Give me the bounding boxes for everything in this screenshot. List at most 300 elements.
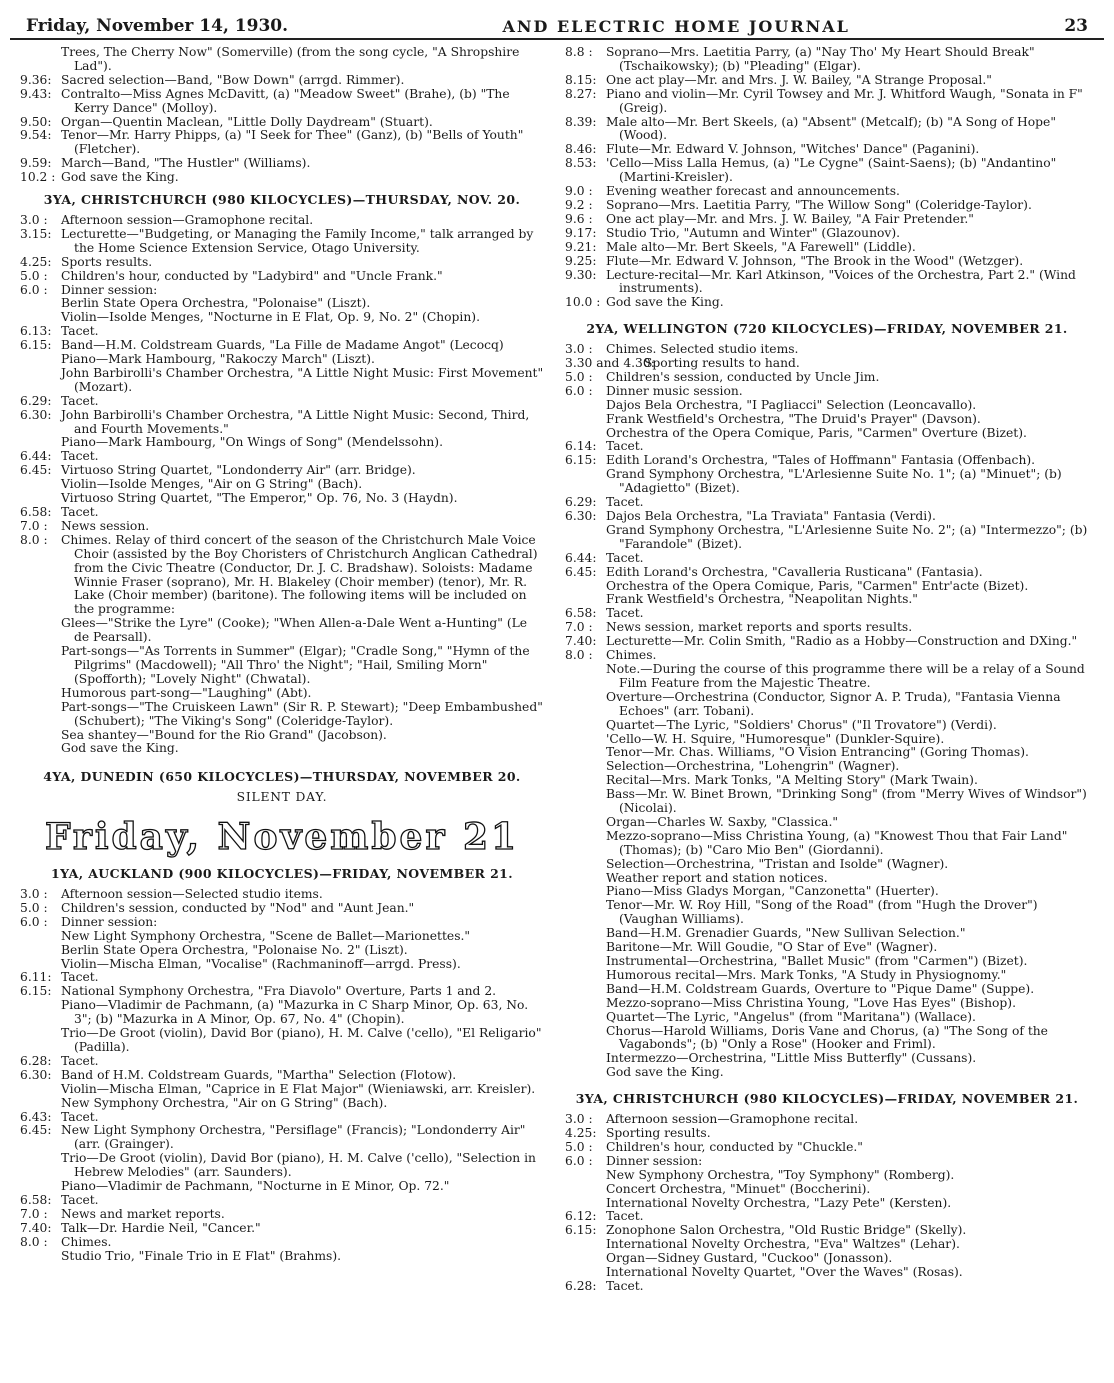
item-text: Tacet. bbox=[61, 449, 99, 464]
item-time: 9.21: bbox=[565, 239, 597, 254]
programme-item bbox=[565, 621, 1089, 635]
programme-item bbox=[20, 1208, 544, 1222]
item-text: Children's hour, conducted by "Chuckle." bbox=[606, 1139, 863, 1154]
item-text: Piano—Mark Hambourg, "Rakoczy March" (Liszt). bbox=[61, 352, 375, 367]
item-text: Mezzo-soprano—Miss Christina Young, "Love Has Eyes" (Bishop). bbox=[606, 995, 1017, 1010]
item-text: Chorus—Harold Williams, Doris Vane and Chorus, (a) "The Song of the Vagabonds"; (b) "Only a Rose" (Hooker and Friml). bbox=[606, 1023, 1048, 1052]
item-text: Tenor—Mr. W. Roy Hill, "Song of the Road" (from "Hugh the Drover") (Vaughan Williams). bbox=[606, 898, 1038, 927]
item-time: 3.15: bbox=[20, 226, 52, 241]
item-text: Afternoon session—Selected studio items. bbox=[61, 887, 323, 902]
item-time: 8.53: bbox=[565, 156, 597, 171]
item-text: Frank Westfield's Orchestra, "The Druid's Prayer" (Davson). bbox=[606, 411, 981, 426]
programme-sub-item bbox=[20, 1083, 544, 1097]
programme-item bbox=[20, 916, 544, 930]
programme-sub-item bbox=[565, 899, 1089, 927]
programme-sub-item bbox=[565, 524, 1089, 552]
item-time: 10.0 : bbox=[565, 295, 601, 310]
programme-sub-item bbox=[20, 999, 544, 1027]
item-text: Tacet. bbox=[61, 970, 99, 985]
item-text: Children's session, conducted by Uncle Jim. bbox=[606, 369, 880, 384]
item-text: Children's hour, conducted by "Ladybird" and "Uncle Frank." bbox=[61, 268, 443, 283]
programme-sub-item bbox=[565, 774, 1089, 788]
programme-item bbox=[565, 1141, 1089, 1155]
item-text: Baritone—Mr. Will Goudie, "O Star of Eve" (Wagner). bbox=[606, 940, 938, 955]
item-text: Sporting results. bbox=[606, 1125, 711, 1140]
issue-date: Friday, November 14, 1930. bbox=[26, 16, 289, 36]
item-time: 7.0 : bbox=[565, 620, 593, 635]
programme-item bbox=[20, 116, 544, 130]
programme-sub-item bbox=[20, 729, 544, 743]
item-time: 6.30: bbox=[20, 407, 52, 422]
item-time: 6.15: bbox=[565, 1223, 597, 1238]
item-time: 6.58: bbox=[20, 505, 52, 519]
item-text: God save the King. bbox=[61, 741, 179, 756]
programme-sub-item bbox=[565, 927, 1089, 941]
item-text: Flute—Mr. Edward V. Johnson, "The Brook in the Wood" (Wetzger). bbox=[606, 253, 1024, 268]
item-text: Tacet. bbox=[606, 606, 644, 621]
item-text: Afternoon session—Gramophone recital. bbox=[606, 1112, 859, 1127]
item-time: 6.29: bbox=[565, 495, 597, 510]
item-time: 8.0 : bbox=[565, 648, 593, 663]
programme-item bbox=[20, 506, 544, 520]
programme-item bbox=[565, 1155, 1089, 1169]
item-text: Lecturette—"Budgeting, or Managing the Family Income," talk arranged by the Home Science Extension Service, Otago University. bbox=[61, 226, 534, 255]
item-text: Band of H.M. Coldstream Guards, "Martha" Selection (Flotow). bbox=[61, 1067, 457, 1082]
programme-item bbox=[565, 649, 1089, 663]
item-time: 9.17: bbox=[565, 225, 597, 240]
programme-sub-item bbox=[20, 958, 544, 972]
programme-item bbox=[20, 1236, 544, 1250]
item-time: 3.0 : bbox=[20, 887, 48, 902]
programme-list bbox=[20, 46, 544, 185]
silent-day-note: SILENT DAY. bbox=[236, 790, 328, 805]
item-text: International Novelty Orchestra, "Lazy Pete" (Kersten). bbox=[606, 1195, 952, 1210]
item-time: 5.0 : bbox=[20, 900, 48, 915]
item-text: New Light Symphony Orchestra, "Persiflage" (Francis); "Londonderry Air" (arr. (Grainger). bbox=[61, 1123, 526, 1152]
item-text: March—Band, "The Hustler" (Williams). bbox=[61, 156, 311, 171]
programme-sub-item bbox=[565, 941, 1089, 955]
programme-sub-item bbox=[20, 701, 544, 729]
programme-sub-item bbox=[565, 468, 1089, 496]
item-text: Tacet. bbox=[61, 1109, 99, 1124]
item-text: Intermezzo—Orchestrina, "Little Miss Butterfly" (Cussans). bbox=[606, 1051, 977, 1066]
item-text: God save the King. bbox=[606, 295, 724, 310]
item-text: International Novelty Orchestra, "Eva" Waltzes" (Lehar). bbox=[606, 1237, 960, 1252]
item-text: Berlin State Opera Orchestra, "Polonaise" (Liszt). bbox=[61, 296, 371, 311]
item-text: Orchestra of the Opera Comique, Paris, "Carmen" Overture (Bizet). bbox=[606, 425, 1027, 440]
programme-sub-item bbox=[565, 858, 1089, 872]
item-text: Piano—Mark Hambourg, "On Wings of Song" (Mendelssohn). bbox=[61, 435, 444, 450]
item-time: 6.45: bbox=[565, 564, 597, 579]
item-text: New Symphony Orchestra, "Air on G String" (Bach). bbox=[61, 1095, 388, 1110]
programme-sub-item bbox=[20, 1152, 544, 1180]
item-time: 4.25: bbox=[565, 1125, 597, 1140]
item-text: Tacet. bbox=[606, 1278, 644, 1293]
programme-sub-item bbox=[565, 1197, 1089, 1211]
programme-item bbox=[565, 343, 1089, 357]
item-time: 3.0 : bbox=[565, 342, 593, 357]
item-time: 6.14: bbox=[565, 439, 597, 454]
item-text: Soprano—Mrs. Laetitia Parry, (a) "Nay Tho' My Heart Should Break" (Tschaikowsky); (b) "Pleading" (Elgar). bbox=[606, 45, 1035, 73]
programme-sub-item bbox=[20, 1027, 544, 1055]
item-time: 7.0 : bbox=[20, 1206, 48, 1221]
programme-sub-item bbox=[20, 297, 544, 311]
item-time: 6.0 : bbox=[565, 383, 593, 398]
programme-sub-item bbox=[565, 1052, 1089, 1066]
programme-sub-item bbox=[565, 746, 1089, 760]
item-text: Note.—During the course of this programme there will be a relay of a Sound Film Feature from the Majestic Theatre. bbox=[606, 661, 1085, 690]
item-text: New Light Symphony Orchestra, "Scene de Ballet—Marionettes." bbox=[61, 928, 471, 943]
item-text: Trio—De Groot (violin), David Bor (piano), H. M. Calve ('cello), "El Religario" (Padilla). bbox=[61, 1026, 542, 1054]
item-time: 6.28: bbox=[20, 1053, 52, 1068]
programme-sub-item bbox=[565, 427, 1089, 441]
item-text: Zonophone Salon Orchestra, "Old Rustic Bridge" (Skelly). bbox=[606, 1223, 967, 1238]
programme-sub-item bbox=[20, 492, 544, 506]
item-text: Dinner session: bbox=[61, 914, 158, 929]
programme-sub-item bbox=[20, 687, 544, 701]
item-text: Flute—Mr. Edward V. Johnson, "Witches' Dance" (Paganini). bbox=[606, 142, 980, 157]
programme-sub-item bbox=[20, 944, 544, 958]
item-time: 6.44: bbox=[565, 550, 597, 565]
programme-item bbox=[20, 1111, 544, 1125]
programme-item bbox=[565, 440, 1089, 454]
programme-sub-item bbox=[565, 1238, 1089, 1252]
item-text: Male alto—Mr. Bert Skeels, (a) "Absent" (Metcalf); (b) "A Song of Hope" (Wood). bbox=[606, 114, 1056, 143]
programme-sub-item bbox=[565, 816, 1089, 830]
programme-item bbox=[565, 454, 1089, 468]
programme-item bbox=[20, 325, 544, 339]
programme-item bbox=[565, 88, 1089, 116]
item-text: Part-songs—"As Torrents in Summer" (Elgar); "Cradle Song," "Hymn of the Pilgrims" (Macdowell); "All Thro' the Night"; "Hail, Smiling Morn" (Spofforth); "Lovely Night" (Chwatal). bbox=[61, 644, 530, 686]
item-text: God save the King. bbox=[61, 170, 179, 185]
section-heading: 1YA, AUCKLAND (900 KILOCYCLES)—FRIDAY, NOVEMBER 21. bbox=[50, 866, 514, 882]
item-text: Chimes. bbox=[606, 648, 657, 663]
programme-item bbox=[565, 1224, 1089, 1238]
programme-item bbox=[565, 199, 1089, 213]
programme-sub-item bbox=[565, 413, 1089, 427]
item-time: 9.54: bbox=[20, 128, 52, 143]
programme-sub-item bbox=[565, 1183, 1089, 1197]
item-time: 9.2 : bbox=[565, 197, 593, 212]
item-text: Sports results. bbox=[61, 254, 153, 269]
item-text: 'Cello—Miss Lalla Hemus, (a) "Le Cygne" (Saint-Saens); (b) "Andantino" (Martini-Kreisler). bbox=[606, 156, 1057, 185]
programme-item bbox=[565, 1210, 1089, 1224]
item-text: Grand Symphony Orchestra, "L'Arlesienne Suite No. 2"; (a) "Intermezzo"; (b) "Farandole" (Bizet). bbox=[606, 522, 1088, 551]
item-text: Piano—Miss Gladys Morgan, "Canzonetta" (Huerter). bbox=[606, 884, 939, 899]
programme-sub-item bbox=[565, 955, 1089, 969]
programme-sub-item bbox=[565, 580, 1089, 594]
item-text: Band—H.M. Coldstream Guards, "La Fille de Madame Angot" (Lecocq) bbox=[61, 338, 504, 353]
programme-sub-item bbox=[20, 930, 544, 944]
page-number: 23 bbox=[1064, 16, 1088, 36]
item-time: 7.0 : bbox=[20, 518, 48, 533]
programme-item bbox=[565, 46, 1089, 74]
item-text: John Barbirolli's Chamber Orchestra, "A Little Night Music: Second, Third, and Fourth Movements." bbox=[61, 407, 530, 436]
programme-list bbox=[20, 888, 544, 1263]
item-time: 6.45: bbox=[20, 1123, 52, 1138]
item-time: 9.30: bbox=[565, 267, 597, 282]
item-text: Band—H.M. Coldstream Guards, Overture to "Pique Dame" (Suppe). bbox=[606, 981, 1035, 996]
programme-item bbox=[20, 339, 544, 353]
item-text: Male alto—Mr. Bert Skeels, "A Farewell" (Liddle). bbox=[606, 239, 916, 254]
programme-sub-item bbox=[565, 1011, 1089, 1025]
programme-list bbox=[565, 46, 1089, 310]
item-text: News and market reports. bbox=[61, 1206, 225, 1221]
item-text: Orchestra of the Opera Comique, Paris, "Carmen" Entr'acte (Bizet). bbox=[606, 578, 1029, 593]
item-text: Tacet. bbox=[61, 324, 99, 339]
programme-item bbox=[20, 256, 544, 270]
item-time: 6.11: bbox=[20, 970, 52, 985]
programme-item bbox=[565, 607, 1089, 621]
item-text: National Symphony Orchestra, "Fra Diavolo" Overture, Parts 1 and 2. bbox=[61, 984, 497, 999]
programme-item bbox=[565, 157, 1089, 185]
programme-item bbox=[20, 464, 544, 478]
item-text: Quartet—The Lyric, "Angelus" (from "Maritana") (Wallace). bbox=[606, 1009, 976, 1024]
programme-sub-item bbox=[20, 617, 544, 645]
item-text: 'Cello—W. H. Squire, "Humoresque" (Dunkler-Squire). bbox=[606, 731, 945, 746]
item-time: 9.43: bbox=[20, 86, 52, 101]
item-time: 9.0 : bbox=[565, 184, 593, 199]
programme-list bbox=[20, 214, 544, 756]
programme-item bbox=[565, 116, 1089, 144]
item-text: Dinner session: bbox=[61, 282, 158, 297]
programme-item bbox=[565, 566, 1089, 580]
programme-item bbox=[565, 510, 1089, 524]
item-time: 7.40: bbox=[20, 1220, 52, 1235]
item-text: Edith Lorand's Orchestra, "Cavalleria Rusticana" (Fantasia). bbox=[606, 564, 983, 579]
header-rule bbox=[10, 38, 1104, 40]
programme-item bbox=[565, 269, 1089, 297]
item-time: 6.15: bbox=[565, 453, 597, 468]
programme-sub-item bbox=[20, 742, 544, 756]
item-time: 3.0 : bbox=[20, 212, 48, 227]
programme-sub-item bbox=[565, 983, 1089, 997]
programme-item bbox=[20, 1194, 544, 1208]
item-time: 9.6 : bbox=[565, 211, 593, 226]
item-text: Humorous part-song—"Laughing" (Abt). bbox=[61, 685, 312, 700]
programme-item bbox=[565, 371, 1089, 385]
programme-item bbox=[20, 902, 544, 916]
item-time: 5.0 : bbox=[565, 369, 593, 384]
programme-item bbox=[565, 74, 1089, 88]
item-text: Violin—Isolde Menges, "Nocturne in E Flat, Op. 9, No. 2" (Chopin). bbox=[61, 310, 480, 325]
programme-item bbox=[565, 1127, 1089, 1141]
item-time: 9.50: bbox=[20, 114, 52, 129]
item-text: Afternoon session—Gramophone recital. bbox=[61, 212, 314, 227]
item-text: Quartet—The Lyric, "Soldiers' Chorus" ("Il Trovatore") (Verdi). bbox=[606, 717, 997, 732]
item-text: Trio—De Groot (violin), David Bor (piano), H. M. Calve ('cello), "Selection in Hebrew Melodies" (arr. Saunders). bbox=[61, 1151, 536, 1180]
item-text: Studio Trio, "Finale Trio in E Flat" (Brahms). bbox=[61, 1248, 342, 1263]
item-text: Tacet. bbox=[61, 1192, 99, 1207]
item-text: Virtuoso String Quartet, "The Emperor," Op. 76, No. 3 (Haydn). bbox=[61, 491, 458, 506]
programme-sub-item bbox=[20, 311, 544, 325]
item-time: 8.0 : bbox=[20, 1234, 48, 1249]
programme-sub-item bbox=[565, 969, 1089, 983]
item-time: 6.12: bbox=[565, 1209, 597, 1224]
item-time: 7.40: bbox=[565, 634, 597, 649]
programme-sub-item bbox=[20, 645, 544, 687]
item-text: Organ—Sidney Gustard, "Cuckoo" (Jonasson). bbox=[606, 1251, 893, 1266]
programme-item bbox=[20, 395, 544, 409]
item-text: Trees, The Cherry Now" (Somerville) (from the song cycle, "A Shropshire Lad"). bbox=[61, 45, 520, 73]
item-text: Tacet. bbox=[606, 495, 644, 510]
programme-item bbox=[20, 129, 544, 157]
item-text: Tacet. bbox=[61, 393, 99, 408]
programme-item bbox=[20, 888, 544, 902]
programme-item bbox=[565, 213, 1089, 227]
programme-sub-item bbox=[565, 1066, 1089, 1080]
item-time: 6.58: bbox=[565, 606, 597, 621]
programme-sub-item bbox=[20, 1250, 544, 1264]
item-text: Piano—Vladimir de Pachmann, (a) "Mazurka in C Sharp Minor, Op. 63, No. 3"; (b) "Mazurka in A Minor, Op. 67, No. 4" (Chopin). bbox=[61, 998, 529, 1027]
item-time: 6.0 : bbox=[565, 1153, 593, 1168]
programme-item bbox=[20, 971, 544, 985]
item-text: Dinner music session. bbox=[606, 383, 743, 398]
item-text: Virtuoso String Quartet, "Londonderry Air" (arr. Bridge). bbox=[61, 463, 416, 478]
section-heading: 3YA, CHRISTCHURCH (980 KILOCYCLES)—THURSDAY, NOV. 20. bbox=[43, 192, 521, 208]
item-time: 6.13: bbox=[20, 324, 52, 339]
left-column bbox=[20, 46, 544, 1264]
item-text: Talk—Dr. Hardie Neil, "Cancer." bbox=[61, 1220, 261, 1235]
item-text: Tenor—Mr. Harry Phipps, (a) "I Seek for Thee" (Ganz), (b) "Bells of Youth" (Fletcher). bbox=[61, 128, 524, 157]
programme-item bbox=[20, 1124, 544, 1152]
programme-item bbox=[565, 227, 1089, 241]
item-text: Violin—Mischa Elman, "Vocalise" (Rachmaninoff—arrgd. Press). bbox=[61, 956, 461, 971]
item-time: 5.0 : bbox=[20, 268, 48, 283]
item-text: Instrumental—Orchestrina, "Ballet Music" (from "Carmen") (Bizet). bbox=[606, 954, 1028, 968]
programme-sub-item bbox=[565, 872, 1089, 886]
item-time: 6.15: bbox=[20, 984, 52, 999]
programme-item bbox=[565, 635, 1089, 649]
item-text: Children's session, conducted by "Nod" and "Aunt Jean." bbox=[61, 900, 415, 915]
item-text: Contralto—Miss Agnes McDavitt, (a) "Meadow Sweet" (Brahe), (b) "The Kerry Dance" (Molloy). bbox=[61, 86, 510, 115]
item-time: 6.28: bbox=[565, 1278, 597, 1293]
programme-item bbox=[565, 296, 1089, 310]
item-time: 6.58: bbox=[20, 1192, 52, 1207]
programme-sub-item bbox=[565, 733, 1089, 747]
programme-item bbox=[565, 552, 1089, 566]
programme-sub-item bbox=[565, 885, 1089, 899]
page-header bbox=[26, 8, 1088, 36]
item-text: Tacet. bbox=[61, 1053, 99, 1068]
item-time: 6.45: bbox=[20, 463, 52, 478]
item-time: 4.25: bbox=[20, 254, 52, 269]
item-text: Sacred selection—Band, "Bow Down" (arrgd. Rimmer). bbox=[61, 72, 405, 87]
item-time: 8.27: bbox=[565, 86, 597, 101]
programme-sub-item bbox=[20, 1097, 544, 1111]
item-text: Mezzo-soprano—Miss Christina Young, (a) "Knowest Thou that Fair Land" (Thomas); (b) "Caro Mio Ben" (Giordanni). bbox=[606, 828, 1068, 857]
item-time: 9.36: bbox=[20, 72, 52, 87]
programme-sub-item bbox=[565, 399, 1089, 413]
item-time: 8.39: bbox=[565, 114, 597, 129]
programme-sub-item bbox=[20, 436, 544, 450]
section-heading: 4YA, DUNEDIN (650 KILOCYCLES)—THURSDAY, NOVEMBER 20. bbox=[43, 769, 521, 785]
item-text: Violin—Mischa Elman, "Caprice in E Flat Major" (Wieniawski, arr. Kreisler). bbox=[61, 1081, 536, 1096]
programme-sub-item bbox=[565, 788, 1089, 816]
programme-item bbox=[20, 534, 544, 617]
programme-sub-item bbox=[565, 1025, 1089, 1053]
programme-item bbox=[20, 157, 544, 171]
item-text: Chimes. bbox=[61, 1234, 112, 1249]
section-heading: 2YA, WELLINGTON (720 KILOCYCLES)—FRIDAY, NOVEMBER 21. bbox=[586, 321, 1068, 337]
item-time: 6.30: bbox=[20, 1067, 52, 1082]
item-text: Grand Symphony Orchestra, "L'Arlesienne Suite No. 1"; (a) "Minuet"; (b) "Adagietto" (Bizet). bbox=[606, 467, 1062, 496]
item-text: Dajos Bela Orchestra, "I Pagliacci" Selection (Leoncavallo). bbox=[606, 397, 977, 412]
item-text: Chimes. Selected studio items. bbox=[606, 342, 799, 357]
item-text: Tenor—Mr. Chas. Williams, "O Vision Entrancing" (Goring Thomas). bbox=[606, 745, 1029, 760]
item-text: Selection—Orchestrina, "Tristan and Isolde" (Wagner). bbox=[606, 856, 949, 871]
item-time: 8.8 : bbox=[565, 45, 593, 59]
programme-sub-item bbox=[565, 663, 1089, 691]
item-time: 5.0 : bbox=[565, 1139, 593, 1154]
item-text: Berlin State Opera Orchestra, "Polonaise No. 2" (Liszt). bbox=[61, 942, 408, 957]
item-text: Chimes. Relay of third concert of the season of the Christchurch Male Voice Choir (assisted by the Boy Choristers of Christchurch Anglican Cathedral) from the Civic Theatre (Conductor, Dr. J. C. Bradshaw). Soloists: Madame Winnie Fraser (soprano), Mr. H. Blakeley (Choir member) (tenor), Mr. R. Lake (Choir member) (baritone). The following items will be included on the programme: bbox=[61, 532, 538, 617]
item-text: Selection—Orchestrina, "Lohengrin" (Wagner). bbox=[606, 759, 900, 774]
item-time: 6.0 : bbox=[20, 282, 48, 297]
programme-item bbox=[20, 409, 544, 437]
item-time: 6.44: bbox=[20, 449, 52, 464]
item-text: John Barbirolli's Chamber Orchestra, "A Little Night Music: First Movement" (Mozart). bbox=[61, 365, 544, 394]
item-text: Frank Westfield's Orchestra, "Neapolitan Nights." bbox=[606, 592, 918, 607]
item-text: Lecturette—Mr. Colin Smith, "Radio as a Hobby—Construction and DXing." bbox=[606, 634, 1078, 649]
programme-item bbox=[20, 46, 544, 74]
item-text: Dinner session: bbox=[606, 1153, 703, 1168]
item-text: One act play—Mr. and Mrs. J. W. Bailey, "A Strange Proposal." bbox=[606, 72, 992, 87]
item-time: 3.0 : bbox=[565, 1112, 593, 1127]
item-text: Lecture-recital—Mr. Karl Atkinson, "Voices of the Orchestra, Part 2." (Wind instruments). bbox=[606, 267, 1076, 296]
programme-item bbox=[20, 88, 544, 116]
journal-title: AND ELECTRIC HOME JOURNAL bbox=[502, 17, 850, 36]
item-text: New Symphony Orchestra, "Toy Symphony" (Romberg). bbox=[606, 1167, 955, 1182]
item-time: 6.30: bbox=[565, 509, 597, 523]
programme-item bbox=[20, 214, 544, 228]
programme-sub-item bbox=[20, 367, 544, 395]
item-text: Tacet. bbox=[606, 1209, 644, 1224]
programme-sub-item bbox=[565, 1252, 1089, 1266]
item-time: 8.15: bbox=[565, 72, 597, 87]
programme-item bbox=[565, 241, 1089, 255]
programme-item bbox=[20, 270, 544, 284]
programme-sub-item bbox=[565, 593, 1089, 607]
programme-item bbox=[20, 171, 544, 185]
item-text: Weather report and station notices. bbox=[606, 870, 828, 885]
item-text: News session, market reports and sports results. bbox=[606, 620, 913, 635]
programme-list bbox=[565, 1113, 1089, 1294]
programme-sub-item bbox=[565, 719, 1089, 733]
programme-sub-item bbox=[20, 353, 544, 367]
programme-item bbox=[565, 143, 1089, 157]
item-time: 3.30 and 4.30: bbox=[565, 356, 655, 371]
item-text: Evening weather forecast and announcements. bbox=[606, 184, 900, 199]
programme-item bbox=[565, 1280, 1089, 1294]
item-text: Studio Trio, "Autumn and Winter" (Glazounov). bbox=[606, 225, 901, 240]
programme-sub-item bbox=[565, 691, 1089, 719]
item-text: Dajos Bela Orchestra, "La Traviata" Fantasia (Verdi). bbox=[606, 509, 936, 523]
programme-sub-item bbox=[565, 1266, 1089, 1280]
item-text: One act play—Mr. and Mrs. J. W. Bailey, "A Fair Pretender." bbox=[606, 211, 974, 226]
programme-item bbox=[20, 1055, 544, 1069]
item-text: International Novelty Quartet, "Over the Waves" (Rosas). bbox=[606, 1265, 963, 1280]
right-column bbox=[565, 46, 1089, 1294]
programme-sub-item bbox=[20, 1180, 544, 1194]
item-text: Concert Orchestra, "Minuet" (Boccherini). bbox=[606, 1181, 871, 1196]
item-time: 8.0 : bbox=[20, 532, 48, 547]
item-time: 6.15: bbox=[20, 338, 52, 353]
item-time: 9.59: bbox=[20, 156, 52, 171]
item-text: Glees—"Strike the Lyre" (Cooke); "When Allen-a-Dale Went a-Hunting" (Le de Pearsall). bbox=[61, 616, 528, 645]
item-text: Sporting results to hand. bbox=[644, 356, 800, 371]
programme-item bbox=[20, 1069, 544, 1083]
